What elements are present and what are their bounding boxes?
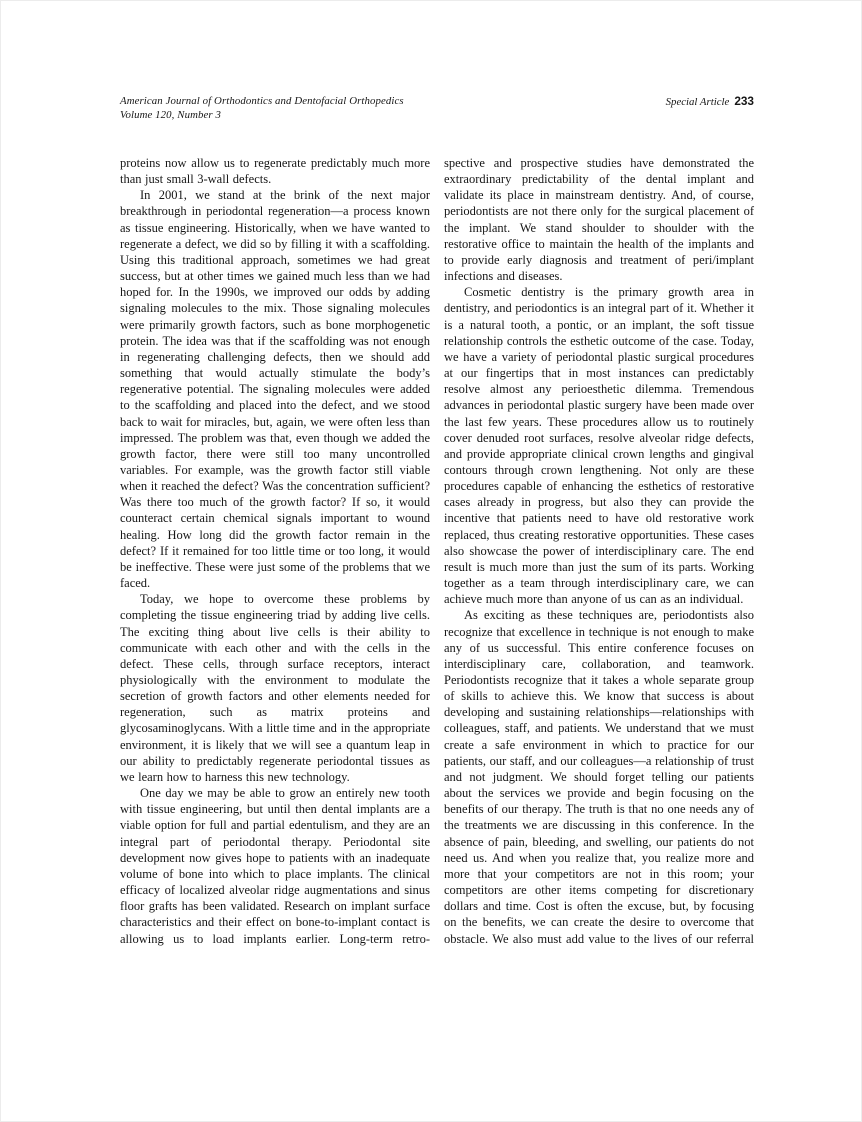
article-type-label: Special Article: [665, 96, 730, 108]
article-body: [120, 155, 754, 947]
journal-identification: [120, 94, 404, 122]
journal-title: American Journal of Orthodontics and Dentofacial Orthopedics: [120, 95, 404, 107]
paragraph: One day we may be able to grow an entirely new tooth with tissue engineering, but until then dental implants are a viable option for full and partial edentulism, and they are an integral part of periodontal therapy. Periodontal site development now gives hope to patients with an inadequate volume of bone into which to place implants. The clinical efficacy of localized alveolar ridge augmentations and sinus floor grafts has been validated. Research on implant surface characteristics and their effect on bone-to-implant contact is allowing us to load implants earlier. Long-term retro-: [120, 786, 430, 946]
paragraph: In 2001, we stand at the brink of the next major breakthrough in periodontal regeneration—a process known as tissue engineering. Historically, when we have wanted to regenerate a defect, we did so by filling it with a scaffolding. Using this traditional approach, sometimes we had great success, but at other times we gained much less than we had hoped for. In the 1990s, we improved our odds by adding signaling molecules to the mix. Those signaling molecules were primarily growth factors, such as bone morphogenetic protein. The idea was that if the scaffolding was not enough in regenerating challenging defects, then we should add something that would actually stimulate the body’s regenerative potential. The signaling molecules were added to the scaffolding and placed into the defect, and we stood back to wait for miracles, but, again, we were often less than impressed. The problem was that, even though we added the growth factor, there were still too many uncontrolled variables. For example, was the growth factor still viable when it reached the defect? Was the concentration sufficient? Was there too much of the growth factor? If so, it would counteract certain chemical signals important to wound healing. How long did the growth factor remain in the defect? If it remained for too little time or too long, it would be ineffective. These were just some of the problems that we faced.: [120, 188, 430, 591]
paragraph: Today, we hope to overcome these problems by completing the tissue engineering triad by adding live cells. The exciting thing about live cells is their ability to communicate with each other and with the cells in the defect. These cells, through surface receptors, interact physiologically with the environment to modulate the secretion of growth factors and other elements needed for regeneration, such as matrix proteins and glycosaminoglycans. With a little time and in the appropriate environment, it is likely that we will see a quantum leap in our ability to predictably regenerate periodontal tissues as we learn how to harness this new technology.: [120, 592, 430, 784]
paragraph: Cosmetic dentistry is the primary growth area in dentistry, and periodontics is an integral part of it. Whether it is a natural tooth, a pontic, or an implant, the soft tissue relationship controls the esthetic outcome of the case. Today, we have a variety of periodontal plastic surgical procedures at our fingertips that in most instances can predictably resolve almost any perioesthetic dilemma. Tremendous advances in periodontal plastic surgery have been made over the last few years. These procedures allow us to routinely cover denuded root surfaces, resolve alveolar ridge defects, and provide appropriate clinical crown lengths and gingival contours through crown lengthening. Not only are these procedures capable of enhancing the esthetics of restorative cases already in progress, but also they can provide the incentive that patients need to have old restorative work replaced, thus creating restorative opportunities. These cases also showcase the power of interdisciplinary care. The end result is much more than just the sum of its parts. Working together as a team through interdisciplinary care, we can achieve much more than anyone of us can as an individual.: [444, 285, 754, 607]
page-header: [120, 94, 754, 122]
journal-volume-line: Volume 120, Number 3: [120, 109, 221, 121]
right-column: [444, 155, 754, 947]
page-number: 233: [734, 94, 754, 108]
paragraph: spective and prospective studies have demonstrated the extraordinary predictability of the dental implant and validate its place in mainstream dentistry. And, of course, periodontists are not there only for the surgical placement of the implant. We stand shoulder to shoulder with the restorative office to maintain the health of the implants and to provide early diagnosis and treatment of peri/implant infections and diseases.: [444, 156, 754, 284]
paragraph: proteins now allow us to regenerate predictably much more than just small 3-wall defects.: [120, 156, 430, 187]
left-column: [120, 155, 430, 947]
running-head: [666, 94, 754, 109]
paragraph: As exciting as these techniques are, periodontists also recognize that excellence in technique is not enough to make any of us successful. This entire conference focuses on interdisciplinary care, collaboration, and teamwork. Periodontists recognize that it takes a whole separate group of skills to achieve this. We know that success is about developing and sustaining relationships—relationships with colleagues, staff, and patients. We understand that we must create a safe environment in which to practice for our patients, our staff, and our colleagues—a relationship of trust and not judgment. We should forget telling our patients about the services we provide and begin focusing on the benefits of our therapy. The truth is that no one needs any of the treatments we are discussing in this conference. In the absence of pain, bleeding, and swelling, our patients do not need us. And when you realize that, you realize more and more that your competitors are not in this room; your competitors are other items competing for discretionary dollars and time. Cost is often the excuse, but, by focusing on the benefits, we can create the desire to overcome that obstacle. We also must add value to the lives of our referral: [444, 608, 754, 946]
